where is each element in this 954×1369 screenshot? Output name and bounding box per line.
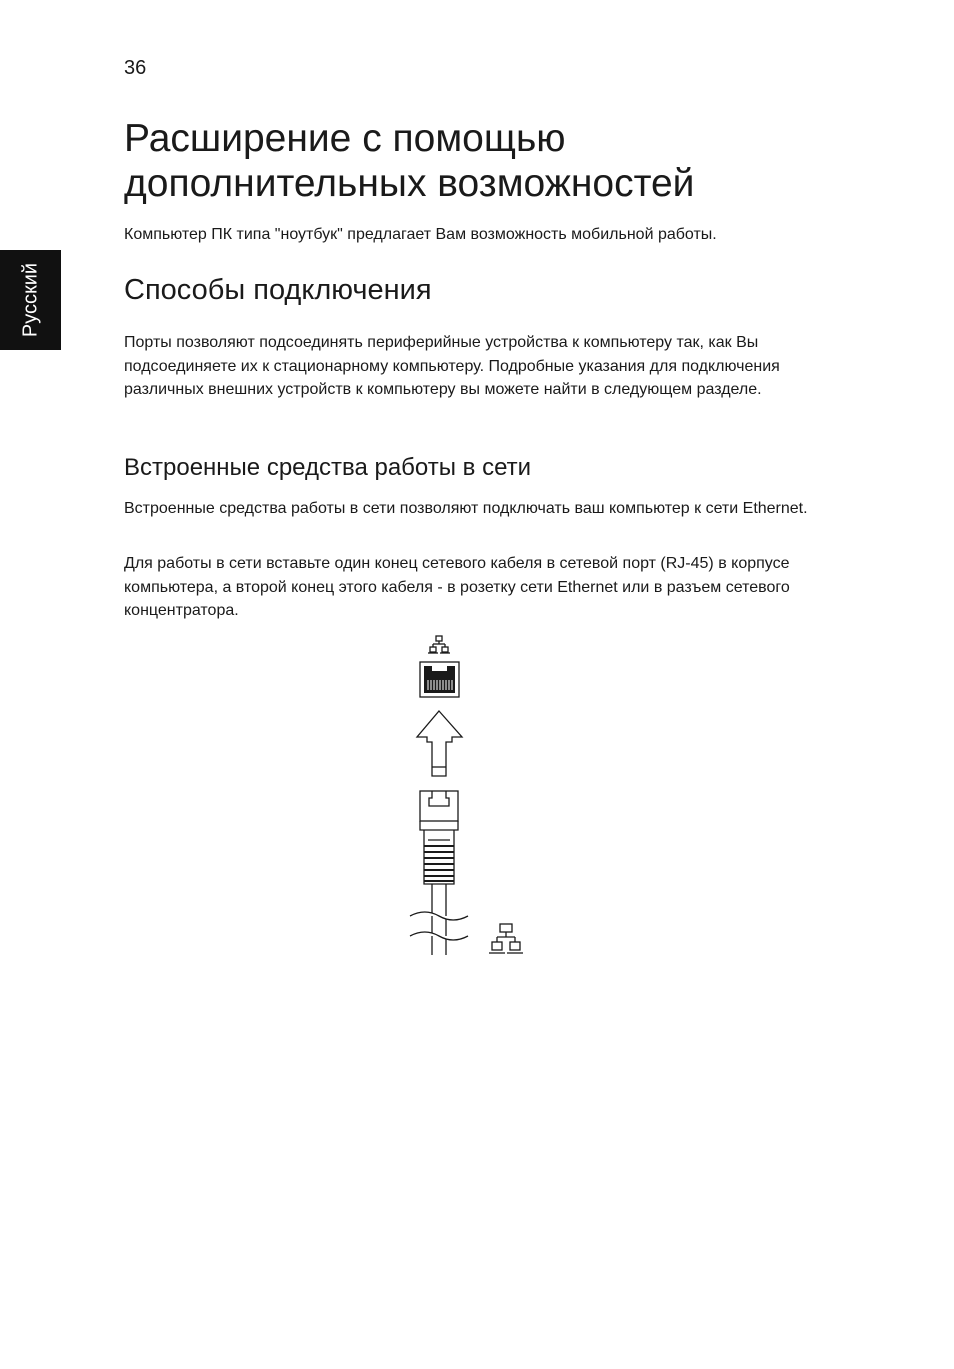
intro-text: Компьютер ПК типа "ноутбук" предлагает Вам возможность мобильной работы.	[124, 226, 717, 243]
network-icon	[428, 636, 450, 653]
language-tab	[0, 250, 61, 350]
page-number: 36	[124, 57, 147, 79]
subsection-title: Встроенные средства работы в сети	[124, 454, 532, 481]
subsection-paragraph-1: Встроенные средства работы в сети позволяют подключать ваш компьютер к сети Ethernet.	[124, 500, 808, 517]
rj45-plug-icon	[410, 791, 468, 955]
section-paragraph: Порты позволяют подсоединять периферийные устройства к компьютеру так, как Вы подсоединяете их к стационарному компьютеру. Подробные указания для подключения различных внешних устройств к компьютеру вы можете найти в следующем разделе.	[124, 334, 780, 398]
page-title	[124, 116, 884, 206]
page-title-line-1: Расширение с помощью	[124, 117, 566, 160]
page-title-line-2: дополнительных возможностей	[124, 162, 695, 205]
subsection-paragraph-2: Для работы в сети вставьте один конец сетевого кабеля в сетевой порт (RJ-45) в корпусе компьютера, а второй конец этого кабеля - в розетку сети Ethernet или в разъем сетевого концентратора.	[124, 555, 790, 619]
up-arrow-icon	[417, 711, 462, 776]
network-icon	[489, 924, 523, 953]
rj45-port-icon	[420, 662, 459, 697]
ethernet-connection-illustration	[400, 628, 540, 960]
section-title: Способы подключения	[124, 274, 432, 306]
language-tab-label: Русский	[19, 262, 41, 338]
